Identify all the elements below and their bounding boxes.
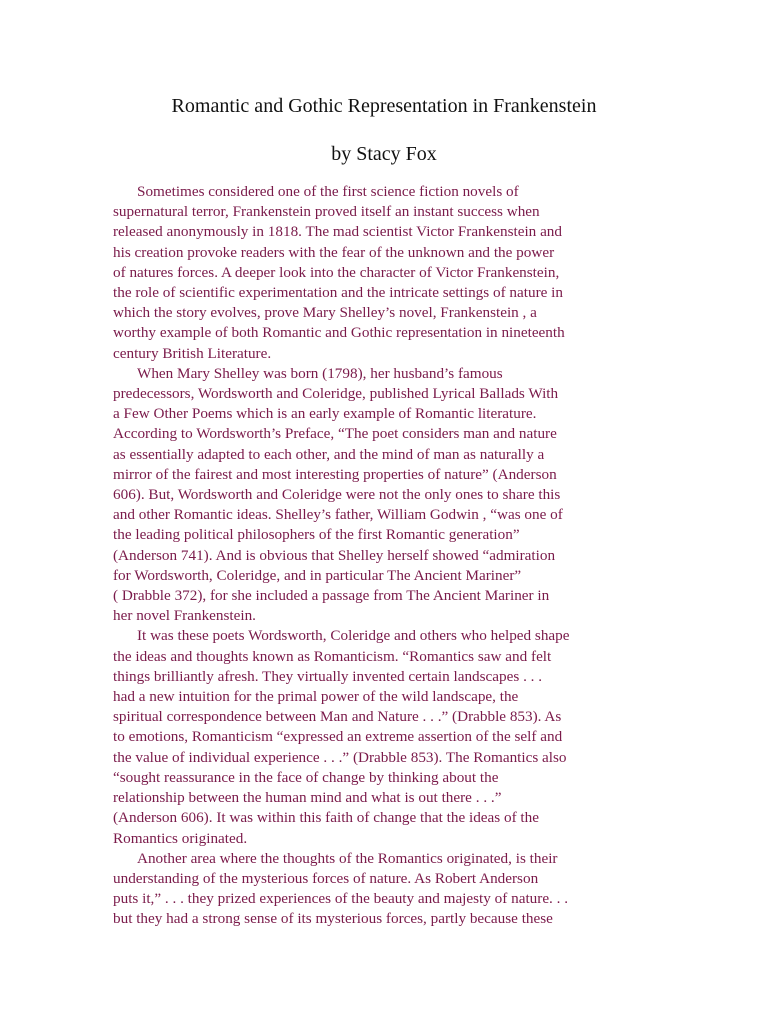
paragraph-2: When Mary Shelley was born (1798), her husband’s famous predecessors, Wordsworth and Coleridge, published Lyrical Ballads With a Few Other Poems which is an early example of Romantic literature. According to Wordsworth’s Preface, “The poet considers man and nature as essentially adapted to each other, and the mind of man as naturally a mirror of the fairest and most interesting properties of nature” (Anderson 606). But, Wordsworth and Coleridge were not the only ones to share this and other Romantic ideas. Shelley’s father, William Godwin , “was one of the leading political philosophers of the first Romantic generation” (Anderson 741). And is obvious that Shelley herself showed “admiration for Wordsworth, Coleridge, and in particular The Ancient Mariner” ( Drabble 372), for she included a passage from The Ancient Mariner in her novel Frankenstein. (113, 364, 563, 625)
document-title: Romantic and Gothic Representation in Frankenstein (171, 95, 597, 117)
document-byline: by Stacy Fox (331, 143, 437, 165)
document-body (113, 182, 658, 930)
paragraph-4: Another area where the thoughts of the Romantics originated, is their understanding of the mysterious forces of nature. As Robert Anderson puts it,” . . . they prized experiences of the beauty and majesty of nature. . . but they had a strong sense of its mysterious forces, partly because these (113, 849, 569, 928)
paragraph-3: It was these poets Wordsworth, Coleridge and others who helped shape the ideas and thoughts known as Romanticism. “Romantics saw and felt things brilliantly afresh. They virtually invented certain landscapes . . . had a new intuition for the primal power of the wild landscape, the spiritual correspondence between Man and Nature . . .” (Drabble 853). As to emotions, Romanticism “expressed an extreme assertion of the self and the value of individual experience . . .” (Drabble 853). The Romantics also “sought reassurance in the face of change by thinking about the relationship between the human mind and what is out there . . .” (Anderson 606). It was within this faith of change that the ideas of the Romantics originated. (113, 627, 570, 847)
paragraph-1: Sometimes considered one of the first science fiction novels of supernatural terror, Frankenstein proved itself an instant success when released anonymously in 1818. The mad scientist Victor Frankenstein and his creation provoke readers with the fear of the unknown and the power of natures forces. A deeper look into the character of Victor Frankenstein, the role of scientific experimentation and the intricate settings of nature in which the story evolves, prove Mary Shelley’s novel, Frankenstein , a worthy example of both Romantic and Gothic representation in nineteenth century British Literature. (113, 183, 565, 362)
